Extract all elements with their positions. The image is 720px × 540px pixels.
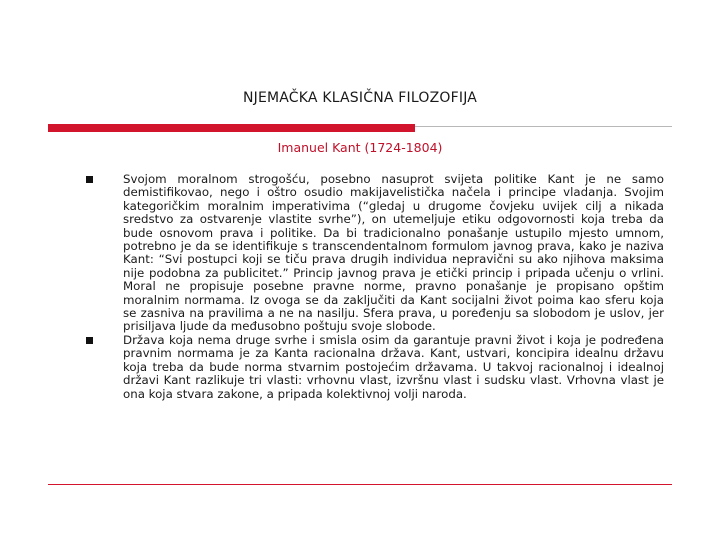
square-bullet-icon xyxy=(86,337,93,344)
bullet-text: Država koja nema druge svrhe i smisla osim da garantuje pravni život i koja je podređena pravnim normama je za Kanta racionalna država. Kant, ustvari, koncipira idealnu državu koja treba da bude norma stvarnim postojećim državama. U takvoj racionalnoj i idealnoj državi Kant razlikuje tri vlasti: vrhovnu vlast, izvršnu vlast i sudsku vlast. Vrhovna vlast je ona koja stvara zakone, a pripada kolektivnoj volji naroda. xyxy=(123,332,664,401)
title-divider-accent xyxy=(48,124,415,132)
title-divider-line xyxy=(415,126,672,127)
footer-divider xyxy=(48,484,672,485)
slide-subtitle: Imanuel Kant (1724-1804) xyxy=(277,140,443,155)
square-bullet-icon xyxy=(86,176,93,183)
bullet-text: Svojom moralnom strogošću, posebno nasuprot svijeta politike Kant je ne samo demistifikovao, nego i oštro osudio makijavelistička načela i principe vladanja. Svojim kategoričkim moralnim imperativima (“gledaj u drugome čovjeku uvijek cilj a nikada sredstvo za ostvarenje vlastite svrhe”), on utemeljuje etiku odgovornosti koja treba da bude osnovom prava i politike. Da bi tradicionalno ponašanje ustupilo mjesto umnom, potrebno je da se identifikuje s transcendentalnom formulom javnog prava, kako je naziva Kant: “Svi postupci koji se tiču prava drugih individua nepravični su ako njihova maksima nije podobna za publicitet.” Princip javnog prava je etički princip i pripada učenju o vrlini. Moral ne propisuje posebne pravne norme, pravno ponašanje je propisano opštim moralnim normama. Iz ovoga se da zaključiti da Kant socijalni život poima kao sferu koja se zasniva na pravilima a ne na nasilju. Sfera prava, u poređenju sa slobodom je uslov, jer prisiljava ljude da međusobno poštuju svoje slobode. xyxy=(123,172,664,334)
bullet-item xyxy=(86,173,664,334)
bullet-item xyxy=(86,334,664,401)
bullet-list xyxy=(86,173,664,401)
slide-title: NJEMAČKA KLASIČNA FILOZOFIJA xyxy=(242,90,478,106)
